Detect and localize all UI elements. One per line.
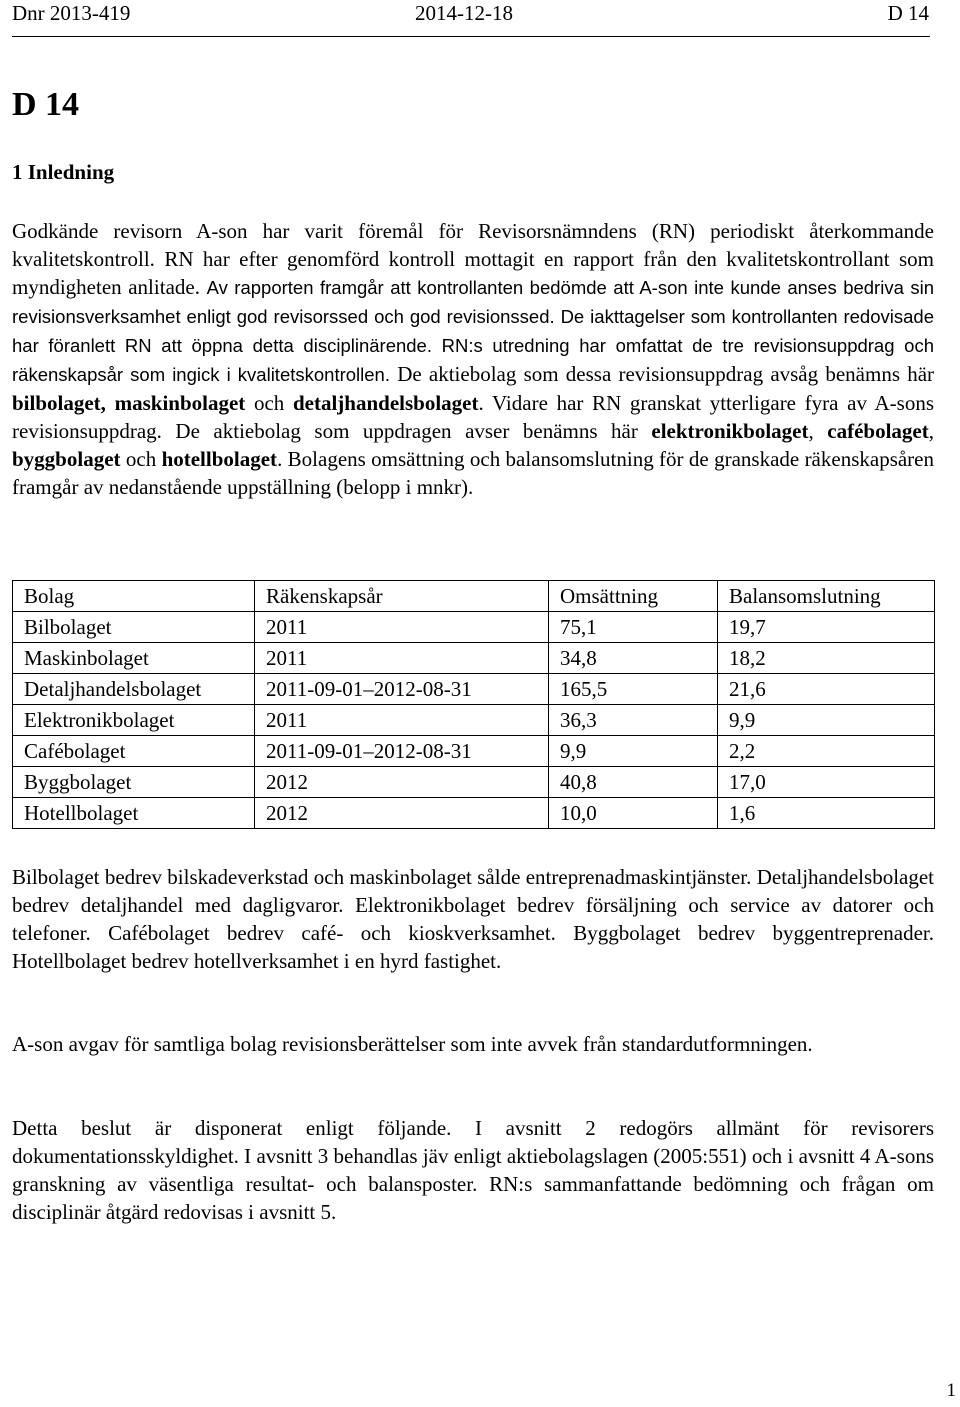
- intro-text-3: De aktiebolag som dessa revisionsuppdrag avsåg benämns här: [397, 362, 935, 386]
- table-row: [13, 612, 935, 643]
- table-row: [13, 798, 935, 829]
- intro-bold-3: elektronikbolaget: [651, 419, 809, 443]
- header-case-number: Dnr 2013-419: [12, 1, 131, 25]
- table-cell: Cafébolaget: [13, 736, 255, 767]
- table-cell: 75,1: [549, 612, 718, 643]
- table-header-row: [13, 581, 935, 612]
- table-cell: 2012: [255, 767, 549, 798]
- intro-text-2: Av rapporten framgår att kontrollanten bedömde att A-son inte kunde anses bedriva sin revisionsverksamhet enligt god revisorssed och god revisionssed. De iakttagelser som kontrollanten redovisade har föranlett RN att öppna detta disciplinärende. RN:s utredning har omfattat de tre revisionsuppdrag och räkenskapsår som ingick i kvalitetskontrollen.: [12, 277, 934, 385]
- audit-report-paragraph: A-son avgav för samtliga bolag revisionsberättelser som inte avvek från standardutformningen.: [12, 1032, 813, 1056]
- disposition-paragraph: Detta beslut är disponerat enligt följande. I avsnitt 2 redogörs allmänt för revisorers dokumentationsskyldighet. I avsnitt 3 behandlas jäv enligt aktiebolagslagen (2005:551) och i avsnitt 4 A-sons granskning av väsentliga resultat- och balansposter. RN:s sammanfattande bedömning och frågan om disciplinär åtgärd redovisas i avsnitt 5.: [12, 1116, 934, 1224]
- table-cell: Byggbolaget: [13, 767, 255, 798]
- table-cell: 2,2: [718, 736, 935, 767]
- intro-bold-4: cafébolaget: [827, 419, 929, 443]
- table-row: [13, 767, 935, 798]
- table-header-cell: Bolag: [13, 581, 255, 612]
- intro-text-8: och: [125, 447, 157, 471]
- table-cell: 1,6: [718, 798, 935, 829]
- table-row: [13, 643, 935, 674]
- page-number: 1: [946, 1380, 956, 1401]
- table-header-cell: Räkenskapsår: [255, 581, 549, 612]
- table-cell: 2011: [255, 612, 549, 643]
- table-cell: Bilbolaget: [13, 612, 255, 643]
- table-cell: Detaljhandelsbolaget: [13, 674, 255, 705]
- table-cell: 18,2: [718, 643, 935, 674]
- table-cell: Elektronikbolaget: [13, 705, 255, 736]
- header-doc-id: D 14: [887, 1, 929, 25]
- table-cell: 40,8: [549, 767, 718, 798]
- intro-bold-6: hotellbolaget: [161, 447, 278, 471]
- intro-text-5: . Vidare har RN granskat ytterligare fyra av A-sons revisionsuppdrag. De aktiebolag som uppdragen avser benämns här: [12, 391, 934, 443]
- intro-text-6: ,: [808, 419, 814, 443]
- table-cell: 10,0: [549, 798, 718, 829]
- table-header-cell: Omsättning: [549, 581, 718, 612]
- table-row: [13, 674, 935, 705]
- table-cell: 19,7: [718, 612, 935, 643]
- intro-bold-1: bilbolaget, maskinbolaget: [12, 391, 246, 415]
- page-header: [12, 0, 930, 37]
- table-cell: 2011-09-01–2012-08-31: [255, 736, 549, 767]
- table-cell: 2011: [255, 643, 549, 674]
- intro-text-7: ,: [928, 419, 934, 443]
- intro-bold-2: detaljhandelsbolaget: [292, 391, 479, 415]
- table-cell: 9,9: [549, 736, 718, 767]
- intro-text-1: Godkände revisorn A-son har varit föremål för Revisorsnämndens (RN) periodiskt återkommande kvalitetskontroll. RN har efter genomförd kontroll mottagit en rapport från den kvalitetskontrollant som myndigheten anlitade.: [12, 219, 934, 299]
- table-header-cell: Balansomslutning: [718, 581, 935, 612]
- section-heading: 1 Inledning: [12, 160, 115, 184]
- table-cell: 9,9: [718, 705, 935, 736]
- table-cell: 17,0: [718, 767, 935, 798]
- table-cell: Maskinbolaget: [13, 643, 255, 674]
- table-cell: 36,3: [549, 705, 718, 736]
- intro-bold-5: byggbolaget: [12, 447, 121, 471]
- business-description-paragraph: Bilbolaget bedrev bilskadeverkstad och maskinbolaget sålde entreprenadmaskintjänster. Detaljhandelsbolaget bedrev detaljhandel med dagligvaror. Elektronikbolaget bedrev försäljning och service av datorer och telefoner. Cafébolaget bedrev café- och kioskverksamhet. Byggbolaget bedrev byggentreprenader. Hotellbolaget bedrev hotellverksamhet i en hyrd fastighet.: [12, 865, 934, 973]
- table-cell: 2011: [255, 705, 549, 736]
- intro-paragraph: [12, 217, 934, 501]
- header-date: 2014-12-18: [415, 1, 513, 25]
- intro-text-9: . Bolagens omsättning och balansomslutning för de granskade räkenskapsåren framgår av nedanstående uppställning (belopp i mnkr).: [12, 447, 934, 499]
- table-row: [13, 705, 935, 736]
- table-cell: Hotellbolaget: [13, 798, 255, 829]
- table-cell: 2011-09-01–2012-08-31: [255, 674, 549, 705]
- table-cell: 21,6: [718, 674, 935, 705]
- company-table: [12, 580, 935, 829]
- table-cell: 165,5: [549, 674, 718, 705]
- table-row: [13, 736, 935, 767]
- table-cell: 2012: [255, 798, 549, 829]
- intro-text-4: och: [253, 391, 285, 415]
- page-title: D 14: [12, 86, 80, 123]
- table-cell: 34,8: [549, 643, 718, 674]
